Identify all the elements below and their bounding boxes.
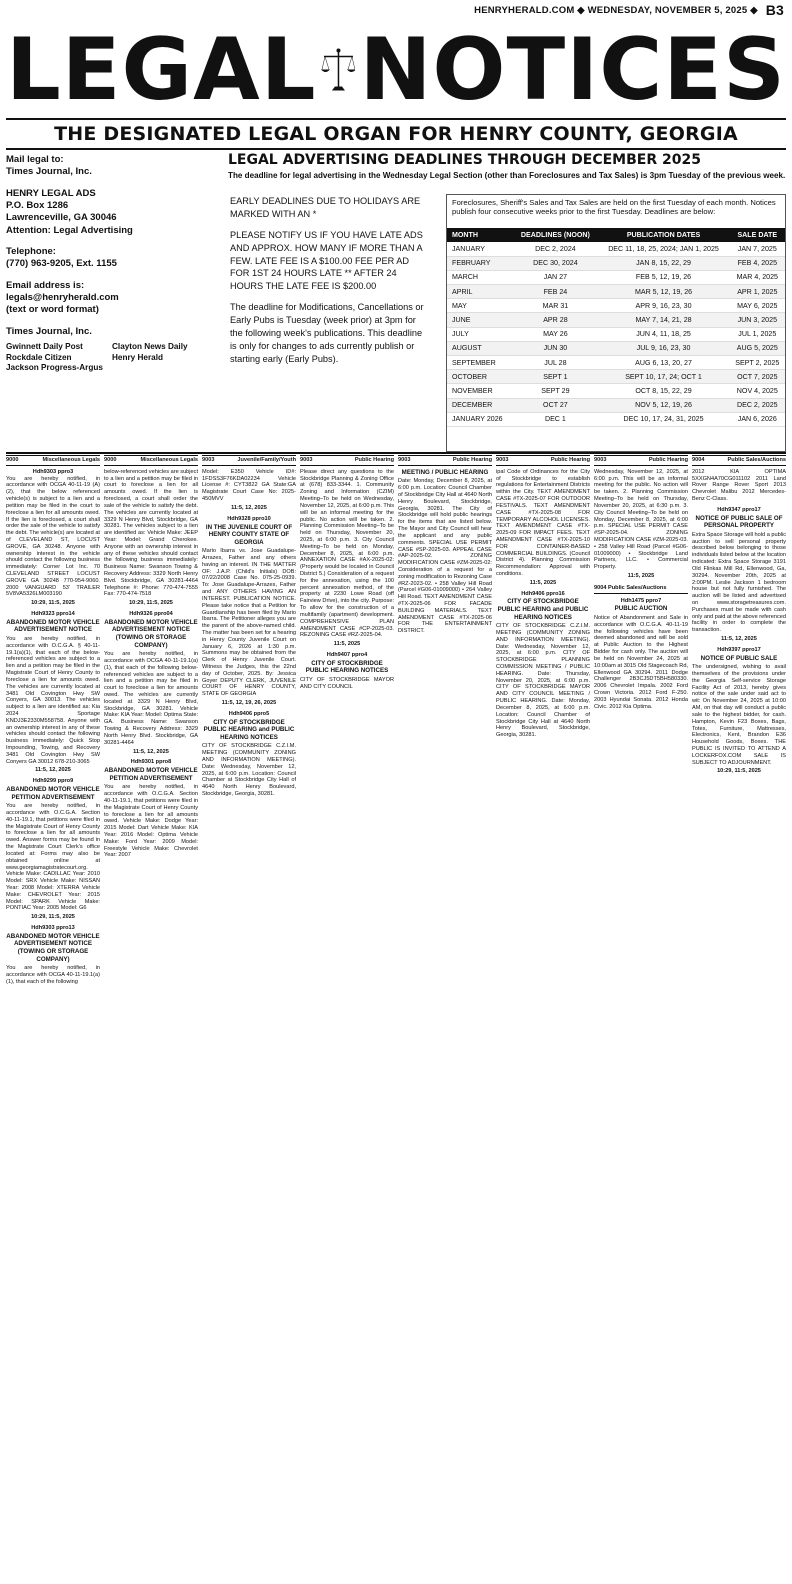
table-column-header: MONTH	[447, 228, 513, 242]
publication: Rockdale Citizen	[6, 352, 72, 362]
table-cell: SEPT 29	[513, 384, 597, 398]
table-cell: SEPT 10, 17, 24; OCT 1	[597, 370, 729, 384]
notice-run-dates: 10:29, 11:5, 2025	[31, 914, 75, 921]
notice-run-dates: 11:5, 12, 2025	[231, 504, 267, 511]
early-deadlines-notes	[228, 193, 432, 451]
notice-body: 2012 KIA OPTIMA 5XXGN4A70CG011102 2011 Land Rover Range Rover Sport 2013 Chevrolet Malibu 2012 Mercedes-Benz C-Class.	[692, 468, 786, 503]
legal-notice	[6, 925, 100, 986]
notice-body: You are hereby notified, in accordance with O.C.G.A. Section 40-11-19.1, that petitions were filed in the Magistrate Court of Henry County to foreclose a lien for all amounts owed. Vehicle Make: Dodge Year: 2015 Model: Dart Vehicle Make: KIA Year: 2016 Model: Optima Vehicle Make: Ford Year: 2009 Model: Freestyle Vehicle Make: Chevrolet Year: 2007	[104, 784, 198, 859]
section-code: 9000	[104, 457, 117, 463]
notice-run-dates: 11:5, 2025	[529, 579, 557, 586]
table-cell: AUGUST	[447, 341, 513, 355]
table-row	[447, 285, 785, 299]
table-row	[447, 270, 785, 284]
masthead-right-word: NOTICES	[359, 20, 786, 120]
table-cell: NOV 5, 12, 19, 26	[597, 398, 729, 412]
table-cell: MAY	[447, 299, 513, 313]
notice-column	[104, 455, 198, 1580]
table-cell: SEPTEMBER	[447, 356, 513, 370]
notice-title: PUBLIC AUCTION	[614, 605, 668, 613]
notice-title: ABANDONED MOTOR VEHICLE PETITION ADVERTISEMENT	[6, 786, 100, 801]
notice-id: Hdh9326 ppro04	[129, 611, 173, 618]
table-cell: JUN 4, 11, 18, 25	[597, 327, 729, 341]
table-row	[447, 384, 785, 398]
notice-title: ABANDONED MOTOR VEHICLE ADVERTISEMENT NOTICE (TOWING OR STORAGE COMPANY)	[6, 932, 100, 963]
table-cell: FEB 24	[513, 285, 597, 299]
section-code: 9003	[300, 457, 313, 463]
legal-notice	[202, 469, 296, 512]
company-name: Times Journal, Inc.	[6, 325, 92, 337]
table-column-header: PUBLICATION DATES	[597, 228, 729, 242]
legal-notice	[300, 469, 394, 648]
table-cell: JANUARY 2026	[447, 412, 513, 426]
notice-body: Extra Space Storage will hold a public auction to sell personal property described below belonging to those individuals listed below at the location indicated: Extra Space Storage 3191 Old Flinkas Mill Rd, Ellenwood, Ga, 30294. November 20th, 2025 at 2:00PM. Leslie Jackson 1 bedroom house but not fully furnished. The auction will be listed and advertised on www.storagetreasures.com. Purchases must be made with cash only and paid at the above referenced facility in order to complete the transaction.	[692, 531, 786, 634]
notice-run-dates: 11:5, 12, 19, 26, 2025	[221, 700, 277, 707]
table-column-header: DEADLINES (NOON)	[513, 228, 597, 242]
legal-notice	[398, 469, 492, 635]
section-title: Public Sales/Auctions	[727, 457, 786, 463]
column-section-header	[398, 456, 492, 466]
designated-legal-organ-banner: THE DESIGNATED LEGAL ORGAN FOR HENRY COUNTY, GEORGIA	[6, 118, 786, 150]
table-row	[447, 242, 785, 256]
table-cell: JAN 6, 2026	[730, 412, 785, 426]
notice-column	[496, 455, 590, 1580]
section-code: 9003	[398, 457, 411, 463]
notice-body: You are hereby notified, in accordance with OCGA 40-11-19.1(a)(1), that each of the following below-referenced vehicles are subject to a lien and a petition may be filed in court to foreclose a lien for amounts owed. The vehicles are currently located at 3329 N Henry Blvd, Stockbridge, GA 30281. Vehicle Make: KIA Year: Model: Optima State: GA. Business Name: Swanson Towing & Recovery Address: 3329 North Henry Blvd. Stockbridge, GA 30281-4464	[104, 651, 198, 746]
table-cell: AUG 6, 13, 20, 27	[597, 356, 729, 370]
notice-id: Hdh9328 ppro10	[227, 515, 271, 522]
notice-body: CITY OF STOCKBRIDGE C.Z.I.M. MEETING (COMMUNITY ZONING AND INFORMATION MEETING). Date: Wednesday, November 12, 2025, at 6:00 p.m. Location: Council Chamber at Stockbridge City Hall of 4640 North Henry Boulevard, Stockbridge, Georgia, 30281.	[202, 743, 296, 798]
notice-run-dates: 11:5, 2025	[627, 573, 655, 579]
table-cell: NOV 4, 2025	[730, 384, 785, 398]
contact-info	[6, 154, 218, 449]
section-title: Miscellaneous Legals	[140, 457, 198, 463]
column-section-header	[6, 456, 100, 466]
table-cell: MAY 6, 2025	[730, 299, 785, 313]
table-body	[447, 242, 785, 426]
table-cell: JUNE	[447, 313, 513, 327]
publication: Gwinnett Daily Post	[6, 342, 83, 352]
header-dateline: HENRYHERALD.COM ◆ WEDNESDAY, NOVEMBER 5, 2025 ◆	[474, 4, 758, 16]
legal-notice	[104, 611, 198, 755]
notice-title: ABANDONED MOTOR VEHICLE PETITION ADVERTISEMENT	[104, 767, 198, 782]
column-section-header	[496, 456, 590, 466]
notice-run-dates: 10:29, 11:5, 2025	[717, 768, 761, 775]
notice-title: NOTICE OF PUBLIC SALE OF PERSONAL PROPERTY	[695, 514, 783, 530]
scales-of-justice-icon	[321, 25, 356, 115]
table-row	[447, 398, 785, 412]
legal-notice	[6, 611, 100, 774]
section-code: 9000	[6, 457, 19, 463]
table-cell: OCT 7, 2025	[730, 370, 785, 384]
section-code: 9003	[202, 457, 215, 463]
table-cell: MAY 26	[513, 327, 597, 341]
publication	[112, 363, 218, 374]
notice-id: Hdh9407 ppro4	[326, 651, 368, 658]
table-cell: MAR 4, 2025	[730, 270, 785, 284]
notice-body: Please direct any questions to the Stockbridge Planning & Zoning Office at (678) 833-3344. 1. Community Zoning and Information (CZIM) Meeting–To be held on Wednesday, November 12, 2025, at 6:00 p.m. This will be an informal meeting for the public. No action will be taken. 2. Planning Commission Meeting–To be held on Thursday, November 20, 2025, at 6:00 p.m. 3. City Council Meeting–To be held on Monday, December 8, 2025, at 6:00 p.m. ANNEXATION CASE #AX-2025-02: (Property would be located in Council District 5.) Consideration of a request for the annexation, using the 100 percent annexation method, of the property at 2230 Lowe Road (off Fairview Drive), into the city. Purpose: To allow for the construction of a multifamily (apartment) development. COMPREHENSIVE PLAN AMENDMENT CASE #CP-2025-03. REZONING CASE #RZ-2025-04.	[300, 468, 394, 639]
notice-body: below-referenced vehicles are subject to a lien and a petition may be filed in court to foreclose a lien for all amounts owed. If the lien is foreclosed, a court shall order the sale of the vehicle to satisfy the debt. The vehicles are currently located at 3329 N Henry Blvd, Stockbridge, GA 30281. The vehicles subject to a lien are identified as: Vehicle Make: JEEP Year: Model: Grand Cherokee. Anyone with an ownership interest in any of these vehicles should contact the following business immediately: Business Name: Swanson Towing & Recovery Address: 3329 North Henry Blvd. Stockbridge, GA 30281-4464 Telephone #: Phone: 770-474-7555 Fax: 770-474-7518	[104, 468, 198, 598]
table-row	[447, 356, 785, 370]
publication: Jackson Progress-Argus	[6, 363, 103, 373]
notice-body: Notice of Abandonment and Sale in accordance with O.C.G.A. 40-11-19 the following vehicles have been deemed abandoned and will be sold at Public Auction to the Highest Bidder for cash only. The auction will be held on November 24, 2025 at 10:00am at 3015 Old Stagecoach Rd, Ellenwood GA 30294. 2011 Dodge Challenger 2B3CJ5DT5BH580330. 2006 Chevrolet Impala. 2002 Ford Crown Victoria. 2012 Ford F-250. 2003 Hyundai Sonata. 2012 Honda Civic. 2012 Kia Optima.	[594, 615, 688, 710]
table-cell: APRIL	[447, 285, 513, 299]
table-cell: JUL 28	[513, 356, 597, 370]
table-cell: NOVEMBER	[447, 384, 513, 398]
notice-body: The undersigned, wishing to avail themselves of the provisions under the Georgia Self-service Storage Facility Act of 2013, hereby gives notice of the sale under said act to wit: On November 24, 2025 at 10:00 AM, on that day will conduct a public sale to the highest bidder, for cash. Hampton, Kevin F23 Boxes, Bags, Totes, Furniture, Mattresses, Electronics, Kent, Brandon E36 Household Goods, Boxes. THE PUBLIC IS INVITED TO ATTEND A LOCKERFOX.COM SALE IS SUBJECT TO ADJOURNMENT.	[692, 664, 786, 766]
notice-run-dates: 10:29, 11:5, 2025	[31, 600, 75, 607]
page-header	[0, 0, 792, 20]
notice-column	[398, 455, 492, 1580]
notice-id: Hdh9406 ppro5	[228, 710, 270, 717]
table-row	[447, 313, 785, 327]
foreclosure-deadline-table-box	[446, 194, 786, 452]
notice-id: Hdh1475 ppro7	[620, 597, 662, 604]
notice-column	[202, 455, 296, 1580]
table-cell: SEPT 1	[513, 370, 597, 384]
masthead	[6, 22, 786, 118]
notice-column	[594, 455, 688, 1580]
deadlines-title: LEGAL ADVERTISING DEADLINES THROUGH DECEMBER 2025	[228, 152, 701, 168]
table-cell: MAR 31	[513, 299, 597, 313]
table-cell: APR 9, 16, 23, 30	[597, 299, 729, 313]
address-line-1: HENRY LEGAL ADS	[6, 187, 96, 199]
section-code: 9004	[692, 457, 705, 463]
table-row	[447, 370, 785, 384]
notice-id: Hdh9397 ppro17	[717, 646, 761, 653]
notice-body: CITY OF STOCKBRIDGE MAYOR AND CITY COUNCIL	[300, 676, 394, 690]
section-title: Public Hearing	[354, 457, 394, 463]
notice-id: Hdh9299 ppro9	[32, 778, 74, 785]
address-line-3: Lawrenceville, GA 30046	[6, 212, 117, 224]
publication: Henry Herald	[112, 352, 163, 362]
table-cell: OCTOBER	[447, 370, 513, 384]
notice-run-dates: 11:5, 12, 2025	[35, 767, 71, 774]
notice-title: CITY OF STOCKBRIDGE PUBLIC HEARING and PUBLIC HEARING NOTICES	[497, 598, 589, 621]
notice-column	[692, 455, 786, 1580]
publications-list	[6, 342, 218, 374]
mail-to: Times Journal, Inc.	[6, 166, 92, 178]
table-cell: DECEMBER	[447, 398, 513, 412]
modification-deadline-note: The deadline for Modifications, Cancellations or Early Pubs is Tuesday (week prior) at 3pm for the following week's publications. This deadline is only for changes to ads currently publish or starting early (Early Pubs).	[230, 302, 424, 364]
notice-body: Mario Ibarra vs. Jose Guadalupe-Arrazes, Father and any others having an interest. IN THE MATTER OF: J.A.P. (Child's Initials) DOB: 07/22/2008 Case No. 075-25-0939. To: Jose Guadalupe-Arrazes, Father and ANY OTHERS HAVING AN INTEREST. PUBLICATION NOTICE. Please take notice that a Petition for Guardianship has been filed by Mario Ibarra. The Petitioner alleges you are the parent of the above-named child. The matter has been set for a hearing in Henry County Juvenile Court on January 6, 2026 at 1:30 p.m. Summons may be obtained from the Clerk of Henry Juvenile Court. Witness the Judges, this the 22nd day of October, 2025. By: Jessica Goyer DEPUTY CLERK, JUVENILE COURT OF HENRY COUNTY, STATE OF GEORGIA	[202, 548, 296, 698]
table-cell: JUL 1, 2025	[730, 327, 785, 341]
column-section-header: 9004 Public Sales/Auctions	[594, 584, 688, 594]
table-cell: MARCH	[447, 270, 513, 284]
notice-title: CITY OF STOCKBRIDGE PUBLIC HEARING NOTICES	[305, 659, 389, 675]
table-cell: FEB 5, 12, 19, 26	[597, 270, 729, 284]
table-row	[447, 327, 785, 341]
notice-body: You are hereby notified, in accordance with O.C.G.A. § 40-11-19.1(a)(1), that each of the below-referenced vehicles are subject to a lien and a petition may be filed in the Magistrate Court of Henry County to foreclose a lien for amounts owed. The vehicles are currently located at 3481 Old Covington Hwy SW Conyers, GA 30013. The vehicles subject to a lien are identified as: Kia 2024 Sportage KNDJ3E2330M558758. Anyone with an ownership interest in any of these vehicles should contact the following business immediately: Quick Stop Impounding, Towing, and Recovery 3481 Old Covington Hwy SW Conyers GA 30012 678-210-3065	[6, 636, 100, 765]
legal-notice-columns	[6, 455, 786, 1580]
table-cell: DEC 10, 17, 24, 31, 2025	[597, 412, 729, 426]
column-section-header	[594, 456, 688, 466]
legal-notice	[104, 469, 198, 607]
table-row	[447, 256, 785, 270]
notice-title: ABANDONED MOTOR VEHICLE ADVERTISEMENT NOTICE (TOWING OR STORAGE COMPANY)	[104, 618, 198, 649]
telephone-label: Telephone:	[6, 246, 56, 258]
table-cell: DEC 2, 2024	[513, 242, 597, 256]
legal-notice	[300, 652, 394, 691]
section-title: Miscellaneous Legals	[42, 457, 100, 463]
address-line-4: Attention: Legal Advertising	[6, 224, 133, 236]
table-cell: DEC 2, 2025	[730, 398, 785, 412]
section-divider	[6, 452, 786, 454]
legal-notice	[202, 711, 296, 798]
address-line-2: P.O. Box 1286	[6, 200, 69, 212]
table-cell: JULY	[447, 327, 513, 341]
notice-column	[6, 455, 100, 1580]
table-cell: AUG 5, 2025	[730, 341, 785, 355]
column-section-header	[300, 456, 394, 466]
notice-body: ipal Code of Ordinances for the City of Stockbridge to establish regulations for Entertainment Districts within the City. TEXT AMENDMENT CASE #TX-2025-07 FOR OUTDOOR FESTIVALS. TEXT AMENDMENT CASE #TX-2025-08 FOR TEMPORARY ALCOHOL LICENSES. TEXT AMENDMENT CASE #TX-2025-09 FOR IMPACT FEES. TEXT AMENDMENT CASE #TX-2025-10 FOR CONTAINER-BASED COMMERCIAL BUILDINGS. (Council District 4). Planning Commission Recommendation: Approval with conditions.	[496, 468, 590, 577]
table-cell: APR 28	[513, 313, 597, 327]
legal-notice	[692, 469, 786, 503]
table-cell: SEPT 2, 2025	[730, 356, 785, 370]
notice-id: Hdh9301 ppro8	[130, 759, 172, 766]
notice-run-dates: 10:29, 11:5, 2025	[129, 600, 173, 607]
email-note: (text or word format)	[6, 304, 99, 316]
legal-notice	[6, 778, 100, 921]
table-cell: DEC 1	[513, 412, 597, 426]
late-fee-note: PLEASE NOTIFY US IF YOU HAVE LATE ADS AND APPROX. HOW MANY IF MORE THAN A FEW. LATE FEE IS A $100.00 FEE PER AD FOR 1ST 24 HOURS LATE ** AFTER 24 HOURS THE LATE FEE IS $200.00	[230, 229, 423, 292]
notice-title: NOTICE OF PUBLIC SALE	[700, 654, 778, 662]
deadlines-subtitle: The deadline for legal advertising in the Wednesday Legal Section (other than Foreclosures and Tax Sales) is 3pm Tuesday of the previous week.	[228, 171, 786, 180]
table-cell: MAY 7, 14, 21, 28	[597, 313, 729, 327]
table-row	[447, 412, 785, 426]
notice-id: Hdh9347 ppro17	[717, 506, 761, 513]
legal-notice	[692, 647, 786, 775]
legal-notice	[692, 507, 786, 643]
table-cell: JUN 3, 2025	[730, 313, 785, 327]
table-cell: DEC 30, 2024	[513, 256, 597, 270]
table-cell: APR 1, 2025	[730, 285, 785, 299]
legal-notice	[496, 591, 590, 739]
notice-title: MEETING / PUBLIC HEARING	[401, 468, 489, 476]
notice-body: CITY OF STOCKBRIDGE C.Z.I.M. MEETING (COMMUNITY ZONING AND INFORMATION MEETING). Date: Wednesday, November 12, 2025, at 6:00 p.m. CITY OF STOCKBRIDGE PLANNING COMMISSION MEETING / PUBLIC HEARING. Date: Thursday, November 20, 2025, at 6:00 p.m. CITY OF STOCKBRIDGE MAYOR AND CITY COUNCIL MEETING / PUBLIC HEARING. Date: Monday, December 8, 2025, at 6:00 p.m. Location: Council Chamber of Stockbridge City Hall at 4640 North Henry Boulevard, Stockbridge, Georgia, 30281.	[496, 623, 590, 739]
table-cell: OCT 27	[513, 398, 597, 412]
notice-body: Date: Monday, December 8, 2025, at 6:00 p.m. Location: Council Chamber of Stockbridge City Hall at 4640 North Henry Boulevard, Stockbridge, Georgia, 30281. The City of Stockbridge will hold public hearings for the items that are listed below. The Mayor and City Council will hear the applicant and any public comments. SPECIAL USE PERMIT CASE #SP-2025-03. APPEAL CASE #AP-2025-02. ZONING MODIFICATION CASE #ZM-2025-02: Consideration of a request for a zoning modification to Rezoning Case #RZ-2023-02. • 258 Valley Hill Road (Parcel #G06-01009000) • 264 Valley Hill Road. TEXT AMENDMENT CASE #TX-2025-06 FOR FACADE BUILDING MATERIALS. TEXT AMENDMENT CASE #TX-2025-06 FOR THE ENTERTAINMENT DISTRICT.	[398, 478, 492, 635]
notice-id: Hdh9406 ppro16	[521, 590, 565, 597]
table-cell: JAN 8, 15, 22, 29	[597, 256, 729, 270]
table-row	[447, 341, 785, 355]
table-header-row	[447, 228, 785, 242]
mail-label: Mail legal to:	[6, 154, 64, 165]
table-cell: FEBRUARY	[447, 256, 513, 270]
table-column-header: SALE DATE	[730, 228, 785, 242]
email-label: Email address is:	[6, 279, 85, 291]
notice-run-dates: 11:5, 12, 2025	[133, 748, 169, 755]
section-code: 9003	[496, 457, 509, 463]
legal-notice	[202, 516, 296, 707]
legal-notice	[6, 469, 100, 607]
notice-body: You are hereby notified, in accordance with OCGA 40-11-19 (A) (2), that the below referenced vehicle(s) is subject to a lien and a petition may be filed in the court to foreclose a lien for all amounts owed. If the lien is foreclosed, a court shall order the sale of the vehicle to satisfy the debt. The vehicle(s) are located at of CLEVELAND ST, LOCUST GROVE, GA 30248. Anyone with ownership interest in the vehicle should contact the following business immediately: Corner Lot Inc. 70 CLEVELAND STREET LOCUST GROVE GA 30248 770-954-9060. 2000 VANGUARD 53' TRAILER 5V8VA5326LM003190	[6, 475, 100, 598]
notice-id: Hdh9303 ppro3	[32, 468, 74, 475]
legal-notice	[104, 759, 198, 859]
legal-notice	[594, 469, 688, 580]
notice-title: IN THE JUVENILE COURT OF HENRY COUNTY STATE OF GEORGIA	[205, 523, 293, 546]
notice-title: ABANDONED MOTOR VEHICLE ADVERTISEMENT NOTICE	[6, 618, 100, 634]
column-section-header	[202, 456, 296, 466]
table-cell: MAR 5, 12, 19, 26	[597, 285, 729, 299]
notice-run-dates: 11:5, 12, 2025	[721, 636, 757, 642]
table-cell: JAN 27	[513, 270, 597, 284]
email-address[interactable]: legals@henryherald.com	[6, 292, 119, 304]
notice-id: Hdh9323 ppro14	[31, 611, 75, 618]
column-section-header	[104, 456, 198, 466]
notice-body: Wednesday, November 12, 2025, at 6:00 p.m. This will be an informal meeting for the public. No action will be taken. 2. Planning Commission Meeting–To be held on Thursday, November 20, 2025, at 6:30 p.m. 3. City Council Meeting–To be held on Monday, December 8, 2025, at 6:00 p.m. SPECIAL USE PERMIT CASE #SP-2025-04. ZONING MODIFICATION CASE #ZM-2025-03. • 258 Valley Hill Road (Parcel #G06-01009000) • Stockbridge Land Partners, LLC. • Commercial Property.	[594, 468, 688, 571]
table-cell: OCT 8, 15, 22, 29	[597, 384, 729, 398]
notice-body: You are hereby notified, in accordance with O.C.G.A. Section 40-11-19.1, that petitions were filed in the Magistrate Court of Henry County to foreclose a lien for all amounts owed. Answer forms may be found in the Magistrate Court Clerk's office located at: Forms may also be obtained online at www.georgiamagistratecourt.org. Vehicle Make: CADILLAC Year: 2010 Model: SRX Vehicle Make: NISSAN Year: 2008 Model: XTERRA Vehicle Make: CHEVROLET Year: 2015 Model: SPARK Vehicle Make: PONTIAC Year: 2005 Model: G6	[6, 803, 100, 912]
early-deadline-note: EARLY DEADLINES DUE TO HOLIDAYS ARE MARKED WITH AN *	[230, 196, 421, 219]
legal-notice	[496, 469, 590, 587]
notice-body: You are hereby notified, in accordance with OCGA 40-11-19.1(a)(1), that each of the following	[6, 965, 100, 985]
table-cell: FEB 4, 2025	[730, 256, 785, 270]
table-row	[447, 299, 785, 313]
table-cell: DEC 11, 18, 25, 2024; JAN 1, 2025	[597, 242, 729, 256]
masthead-left-word: LEGAL	[6, 20, 317, 120]
legal-notice	[594, 584, 688, 594]
notice-body: Model: E350 Vehicle ID#: 1FDSS3F76KDA02234 Vehicle License #: CYT3822 GA State:GA Magistrate Court Case No: 2025-450MVV	[202, 468, 296, 503]
notice-column	[300, 455, 394, 1580]
deadline-table	[447, 228, 785, 427]
notice-run-dates: 11:5, 2025	[333, 641, 361, 648]
foreclosure-note: Foreclosures, Sheriff's Sales and Tax Sales are held on the first Tuesday of each month. Notices publish four consecutive weeks prior to the first Tuesday. Deadlines are below:	[452, 198, 776, 217]
telephone-number: (770) 963-9205, Ext. 1155	[6, 258, 117, 270]
table-cell: JANUARY	[447, 242, 513, 256]
section-title: Public Hearing	[550, 457, 590, 463]
table-cell: JUL 9, 16, 23, 30	[597, 341, 729, 355]
publication: Clayton News Daily	[112, 342, 188, 352]
notice-id: Hdh9303 ppro13	[31, 925, 75, 931]
section-title: Public Hearing	[452, 457, 492, 463]
table-cell: JUN 30	[513, 341, 597, 355]
section-title: Public Hearing	[648, 457, 688, 463]
section-title: Juvenile/Family/Youth	[237, 457, 296, 463]
section-code: 9003	[594, 457, 607, 463]
table-cell: JAN 7, 2025	[730, 242, 785, 256]
notice-title: CITY OF STOCKBRIDGE PUBLIC HEARING and PUBLIC HEARING NOTICES	[203, 718, 295, 741]
column-section-header	[692, 456, 786, 466]
legal-notice	[594, 598, 688, 711]
page-number: B3	[765, 2, 784, 18]
